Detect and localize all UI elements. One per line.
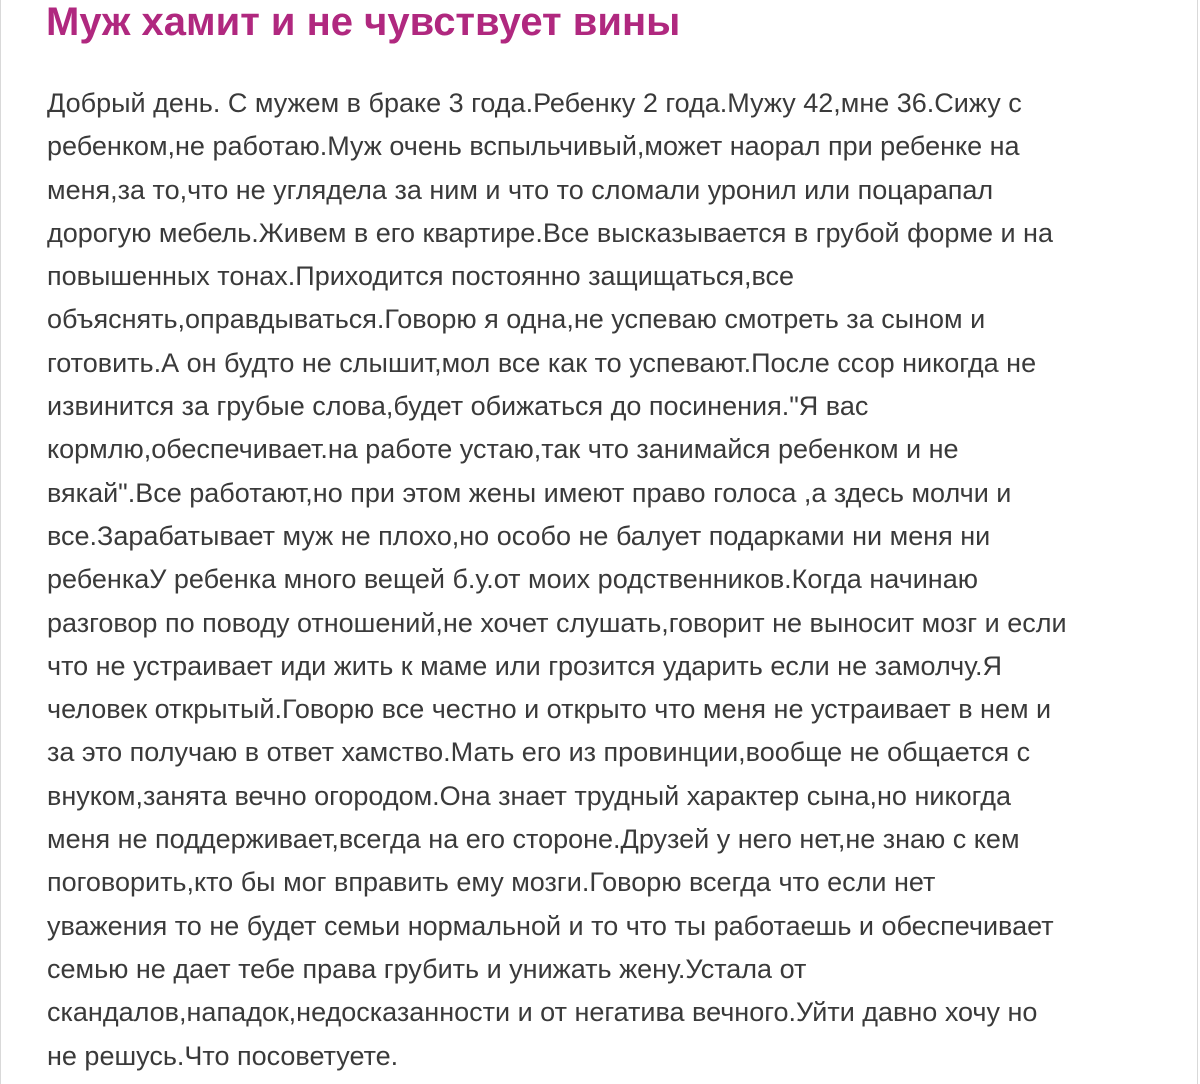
post-line: меня не поддерживает,всегда на его стороне.Друзей у него нет,не знаю с кем <box>47 824 1020 855</box>
post-line: внуком,занята вечно огородом.Она знает трудный характер сына,но никогда <box>47 780 1011 811</box>
post-line: дорогую мебель.Живем в его квартире.Все высказывается в грубой форме и на <box>47 217 1053 248</box>
post-line: скандалов,нападок,недосказанности и от негатива вечного.Уйти давно хочу но <box>47 997 1038 1028</box>
post-line: вякай".Все работают,но при этом жены имеют право голоса ,а здесь молчи и <box>47 477 1012 508</box>
post-line: повышенных тонах.Приходится постоянно защищаться,все <box>47 261 795 292</box>
post-line: меня,за то,что не углядела за ним и что то сломали уронил или поцарапал <box>47 174 994 205</box>
post-line: все.Зарабатывает муж не плохо,но особо не балует подарками ни меня ни <box>47 520 991 551</box>
post-line: человек открытый.Говорю все честно и открыто что меня не устраивает в нем и <box>47 694 1052 725</box>
post-line: семью не дает тебе права грубить и унижать жену.Устала от <box>47 953 807 984</box>
post-line: ребенкаУ ребенка много вещей б.у.от моих родственников.Когда начинаю <box>47 564 978 595</box>
post-line: уважения то не будет семьи нормальной и то что ты работаешь и обеспечивает <box>47 910 1054 941</box>
post-line: что не устраивает иди жить к маме или грозится ударить если не замолчу.Я <box>47 650 1003 681</box>
post-line: готовить.А он будто не слышит,мол все как то успевают.После ссор никогда не <box>47 347 1037 378</box>
post-line: объяснять,оправдываться.Говорю я одна,не успеваю смотреть за сыном и <box>47 304 986 335</box>
post-title: Муж хамит и не чувствует вины <box>46 0 681 44</box>
post-line: извинится за грубые слова,будет обижаться до посинения."Я вас <box>47 391 869 422</box>
post-line: разговор по поводу отношений,не хочет слушать,говорит не выносит мозг и если <box>47 607 1067 638</box>
post-line: ребенком,не работаю.Муж очень вспыльчивый,может наорал при ребенке на <box>47 131 1020 162</box>
post-line: Добрый день. С мужем в браке 3 года.Ребенку 2 года.Мужу 42,мне 36.Сижу с <box>47 88 1022 118</box>
post-line: за это получаю в ответ хамство.Мать его из провинции,вообще не общается с <box>47 737 1031 768</box>
post-line: не решусь.Что посоветуете. <box>47 1040 399 1071</box>
post-body <box>47 82 1167 1078</box>
post-line: кормлю,обеспечивает.на работе устаю,так что занимайся ребенком и не <box>47 434 959 465</box>
post-line: поговорить,кто бы мог вправить ему мозги.Говорю всегда что если нет <box>47 867 936 898</box>
